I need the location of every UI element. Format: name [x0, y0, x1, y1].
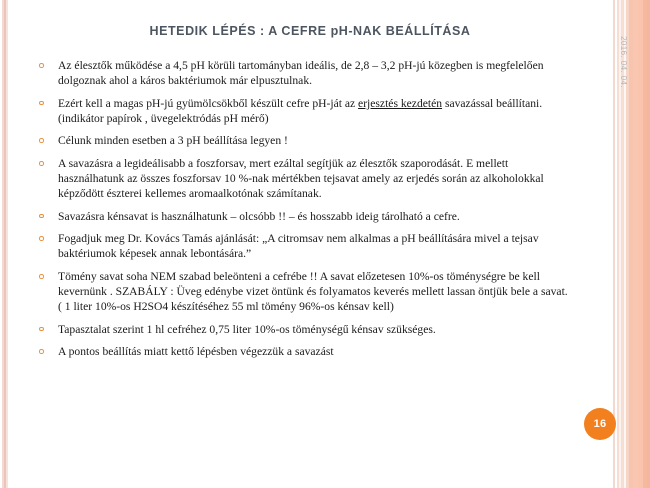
bullet-circle-icon: [39, 236, 44, 241]
text-run: Fogadjuk meg Dr. Kovács Tamás ajánlását: „A citromsav nem alkalmas a pH beállítására mivel a tejsav baktériumok képesek annak lebontására.”: [58, 232, 539, 261]
bullet-text: [58, 322, 574, 337]
bullet-phosphoric-acid: [34, 156, 574, 201]
bullet-circle-icon: [39, 327, 44, 332]
bullet-circle-icon: [39, 349, 44, 354]
emphasis-underline: erjesztés kezdetén: [358, 96, 443, 110]
text-run: Ezért kell a magas pH-jú gyümölcsökből készült cefre pH-ját az: [58, 96, 359, 110]
bullet-yeast-range: [34, 58, 574, 88]
bullet-list: [34, 58, 574, 367]
bullet-text: [58, 58, 574, 88]
bullet-circle-icon: [39, 214, 44, 219]
bullet-circle-icon: [39, 101, 44, 106]
bullet-circle-icon: [39, 138, 44, 143]
bullet-text: [58, 156, 574, 201]
bullet-circle-icon: [39, 161, 44, 166]
left-decorative-border: [0, 0, 11, 488]
date-stamp: 2016. 04. 04.: [619, 36, 628, 88]
bullet-kovacs-quote: [34, 231, 574, 261]
bullet-two-steps: [34, 344, 574, 359]
text-run: Tapasztalat szerint 1 hl cefréhez 0,75 liter 10%-os töménységű kénsav szükséges.: [58, 322, 436, 336]
page-number-badge: 16: [584, 408, 616, 440]
bullet-circle-icon: [39, 63, 44, 68]
bullet-high-ph-fruit: [34, 96, 574, 126]
bullet-text: [58, 209, 574, 224]
right-decorative-border: [610, 0, 650, 488]
bullet-text: [58, 344, 574, 359]
text-run: Az élesztők működése a 4,5 pH körüli tartományban ideális, de 2,8 – 3,2 pH-jú közegben is megfelelően dolgoznak ahol a káros baktériumok már elpusztulnak.: [58, 59, 544, 88]
text-run: savazással beállítani. (indikátor papírok , üvegelektródás pH mérő): [58, 96, 543, 125]
bullet-text: [58, 231, 574, 261]
bullet-text: [58, 269, 574, 314]
bullet-text: [58, 96, 574, 126]
bullet-target-ph: [34, 133, 574, 148]
bullet-dosage: [34, 322, 574, 337]
bullet-sulfuric-acid: [34, 209, 574, 224]
bullet-circle-icon: [39, 274, 44, 279]
text-run: Célunk minden esetben a 3 pH beállítása legyen !: [58, 134, 288, 148]
page-title: HETEDIK LÉPÉS : A CEFRE pH-NAK BEÁLLÍTÁSA: [149, 24, 471, 38]
bullet-text: [58, 133, 574, 148]
text-run: Savazásra kénsavat is használhatunk – olcsóbb !! – és hosszabb ideig tárolható a cefre.: [58, 209, 460, 223]
text-run: A savazásra a legideálisabb a foszforsav, mert ezáltal segítjük az élesztők szaporodását. E mellett használhatunk az összes foszforsav 10 %-nak mértékben tejsavat amely az erjedés során az alkoholokkal képződött észterei kellemes aromaalkotónak számítanak.: [58, 156, 544, 201]
text-run: A pontos beállítás miatt kettő lépésben végezzük a savazást: [58, 345, 334, 359]
bullet-dilution-rule: [34, 269, 574, 314]
text-run: Tömény savat soha NEM szabad beleönteni a cefrébe !! A savat előzetesen 10%-os töménységre be kell kevernünk . SZABÁLY : Üveg edénybe vizet öntünk és folyamatos keverés mellett lassan öntjük bele a savat. ( 1 liter 10%-os H2SO4 készítéséhez 55 ml tömény 96%-os kénsav kell): [58, 270, 568, 314]
